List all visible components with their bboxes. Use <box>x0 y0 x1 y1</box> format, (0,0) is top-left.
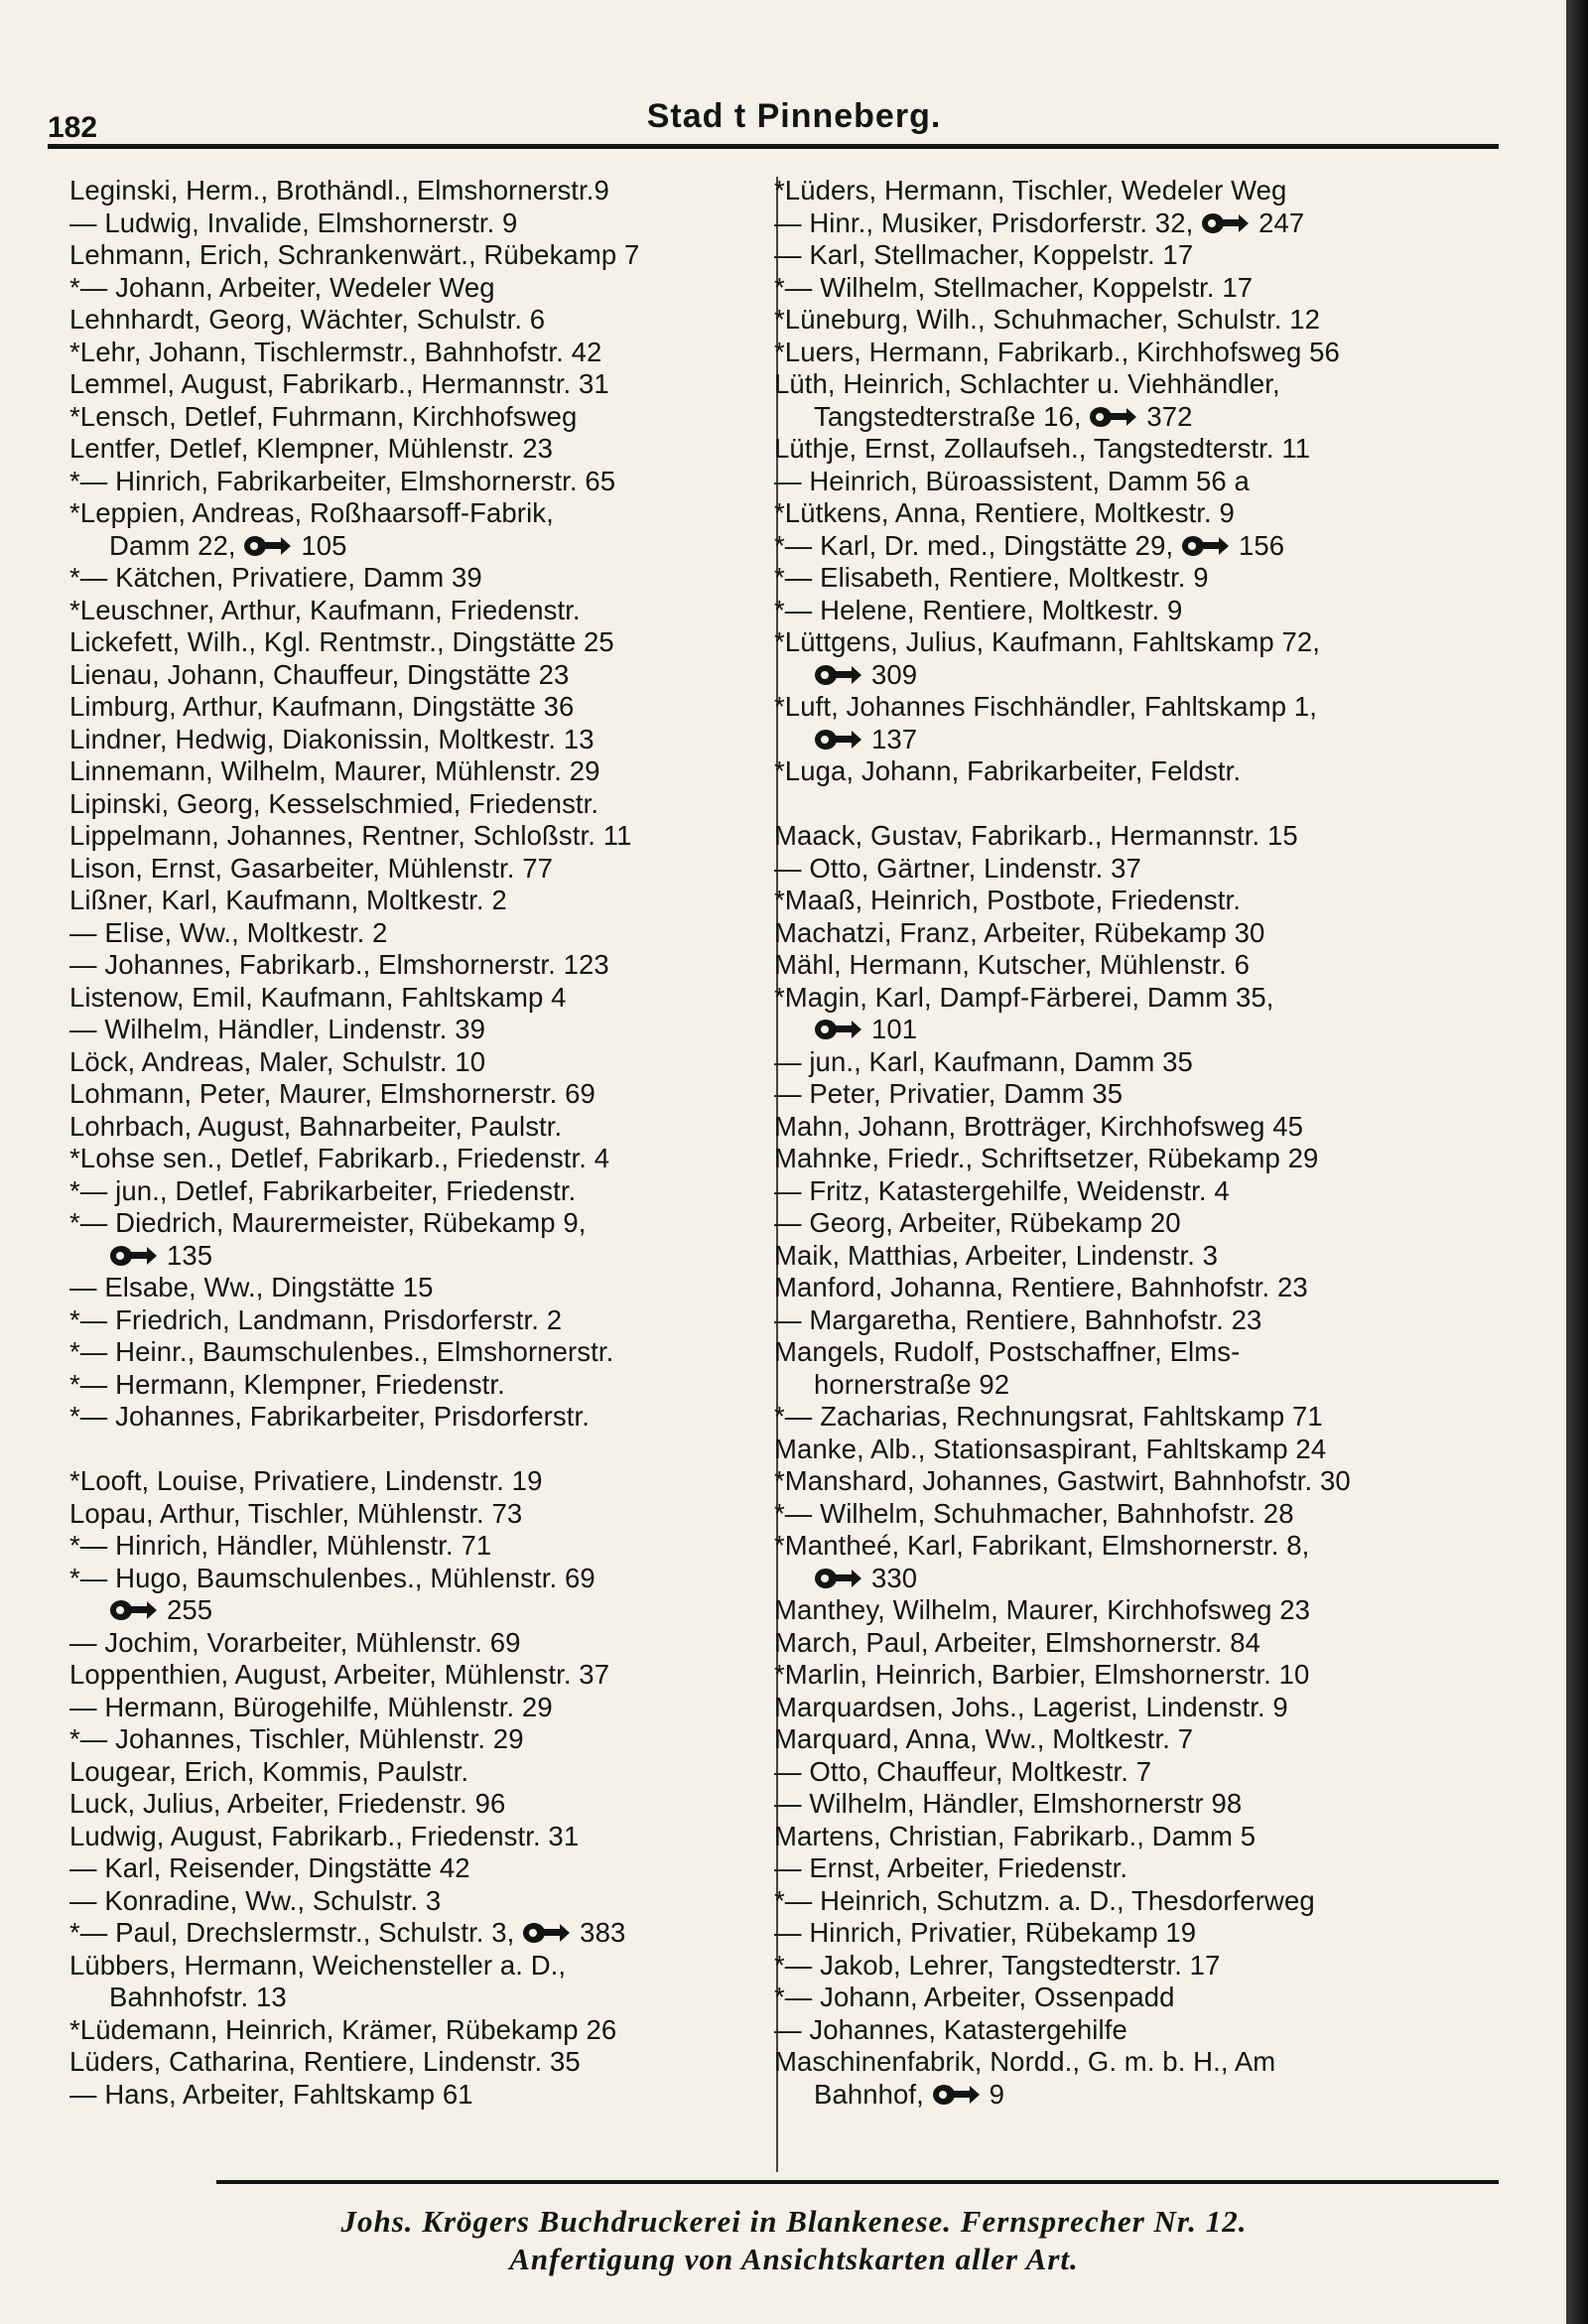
telephone-key-icon <box>932 2082 980 2108</box>
directory-entry <box>69 1788 782 1821</box>
entry-text: Martens, Christian, Fabrikarb., Damm 5 <box>774 1820 1257 1851</box>
directory-entry <box>774 1950 1509 1982</box>
entry-text: — Konradine, Ww., Schulstr. 3 <box>69 1884 442 1916</box>
directory-entry <box>774 917 1509 950</box>
entry-text: *Lehr, Johann, Tischlermstr., Bahnhofstr. 42 <box>69 336 602 367</box>
entry-text: Leginski, Herm., Brothändl., Elmshornerstr.9 <box>69 175 609 205</box>
directory-entry-phone <box>774 401 1509 434</box>
left-column <box>69 175 782 2111</box>
entry-text: — Hinr., Musiker, Prisdorferstr. 32, <box>774 206 1202 238</box>
directory-entry <box>69 1272 782 1304</box>
entry-text: *— Hinrich, Händler, Mühlenstr. 71 <box>69 1530 492 1561</box>
entry-text: *— Diedrich, Maurermeister, Rübekamp 9, <box>69 1207 587 1238</box>
directory-entry <box>69 724 782 756</box>
entry-text: *— Wilhelm, Stellmacher, Koppelstr. 17 <box>774 271 1254 303</box>
directory-entry <box>774 626 1509 659</box>
entry-text: *— Karl, Dr. med., Dingstätte 29, <box>774 529 1181 561</box>
entry-text: Lentfer, Detlef, Klempner, Mühlenstr. 23 <box>69 433 554 464</box>
directory-entry <box>774 368 1509 401</box>
entry-text: — Karl, Stellmacher, Koppelstr. 17 <box>774 239 1194 270</box>
directory-entry <box>69 1369 782 1402</box>
entry-text: Listenow, Emil, Kaufmann, Fahltskamp 4 <box>69 981 567 1013</box>
directory-entry <box>774 239 1509 272</box>
entry-text: Lindner, Hedwig, Diakonissin, Moltkestr. 13 <box>69 723 595 754</box>
directory-entry <box>69 659 782 692</box>
phone-number: 247 <box>1258 206 1305 238</box>
entry-text: Mähl, Hermann, Kutscher, Mühlenstr. 6 <box>774 949 1251 980</box>
directory-entry <box>774 1272 1509 1304</box>
directory-entry <box>69 949 782 982</box>
telephone-key-icon <box>109 1597 157 1623</box>
entry-text: Lehmann, Erich, Schrankenwärt., Rübekamp 7 <box>69 239 640 270</box>
directory-entry <box>69 1014 782 1046</box>
directory-entry <box>69 497 782 530</box>
right-column <box>774 175 1509 2111</box>
directory-entry <box>774 433 1509 466</box>
directory-entry <box>69 1498 782 1531</box>
entry-text: — Johannes, Fabrikarb., Elmshornerstr. 123 <box>69 949 609 980</box>
entry-text: Mahnke, Friedr., Schriftsetzer, Rübekamp 29 <box>774 1143 1319 1173</box>
directory-entry <box>69 1756 782 1789</box>
directory-entry <box>69 1723 782 1756</box>
telephone-key-icon <box>814 662 861 688</box>
entry-text: *— Elisabeth, Rentiere, Moltkestr. 9 <box>774 562 1209 593</box>
directory-entry <box>69 1143 782 1175</box>
footer-advert-line: Anfertigung von Ansichtskarten aller Art. <box>509 2242 1079 2276</box>
entry-text: Lickefett, Wilh., Kgl. Rentmstr., Dingstätte 25 <box>69 626 614 657</box>
directory-entry <box>774 820 1509 853</box>
directory-entry <box>774 949 1509 982</box>
telephone-key-icon <box>814 1566 861 1591</box>
entry-text: Bahnhofstr. 13 <box>109 1982 287 2012</box>
directory-entry <box>774 1207 1509 1240</box>
directory-entry <box>69 175 782 207</box>
directory-entry <box>69 1046 782 1079</box>
entry-text: *Looft, Louise, Privatiere, Lindenstr. 19 <box>69 1465 543 1496</box>
entry-text: Löck, Andreas, Maler, Schulstr. 10 <box>69 1045 486 1077</box>
entry-text: *— Hugo, Baumschulenbes., Mühlenstr. 69 <box>69 1562 596 1593</box>
entry-text: — Jochim, Vorarbeiter, Mühlenstr. 69 <box>69 1626 521 1658</box>
directory-entry <box>69 1336 782 1369</box>
directory-entry <box>774 175 1509 207</box>
directory-entry <box>69 1852 782 1885</box>
directory-entry <box>774 1692 1509 1724</box>
entry-text: Manthey, Wilhelm, Maurer, Kirchhofsweg 23 <box>774 1594 1311 1625</box>
entry-text: — Peter, Privatier, Damm 35 <box>774 1078 1124 1109</box>
entry-text: Lüders, Catharina, Rentiere, Lindenstr. 35 <box>69 2046 581 2077</box>
directory-entry <box>69 337 782 369</box>
directory-entry <box>69 820 782 853</box>
directory-entry <box>774 885 1509 917</box>
section-gap <box>69 1434 782 1466</box>
entry-text: *— Johann, Arbeiter, Ossenpadd <box>774 1982 1175 2012</box>
entry-text: Manke, Alb., Stationsaspirant, Fahltskamp 24 <box>774 1433 1327 1464</box>
phone-number: 9 <box>989 2078 1005 2110</box>
telephone-key-icon <box>1181 533 1229 559</box>
entry-text: *Lüders, Hermann, Tischler, Wedeler Weg <box>774 175 1287 205</box>
entry-text: — Hinrich, Privatier, Rübekamp 19 <box>774 1917 1197 1948</box>
directory-entry <box>69 626 782 659</box>
directory-entry <box>774 691 1509 724</box>
entry-text: *Manshard, Johannes, Gastwirt, Bahnhofstr. 30 <box>774 1465 1351 1496</box>
directory-entry <box>774 1852 1509 1885</box>
directory-entry <box>774 1143 1509 1175</box>
entry-text: *Luga, Johann, Fabrikarbeiter, Feldstr. <box>774 755 1242 786</box>
phone-number: 372 <box>1146 400 1193 432</box>
entry-text: Lienau, Johann, Chauffeur, Dingstätte 23 <box>69 658 570 690</box>
entry-text: Lohrbach, August, Bahnarbeiter, Paulstr. <box>69 1110 563 1142</box>
entry-text: Maschinenfabrik, Nordd., G. m. b. H., Am <box>774 2046 1276 2077</box>
directory-entry <box>774 1530 1509 1563</box>
directory-entry <box>69 1659 782 1692</box>
directory-entry <box>69 1982 782 2014</box>
section-gap <box>774 788 1509 821</box>
directory-entry-phone <box>69 1240 782 1273</box>
directory-entry <box>774 2014 1509 2047</box>
directory-entry <box>774 1078 1509 1111</box>
telephone-key-icon <box>1089 404 1136 430</box>
directory-entry <box>774 1982 1509 2014</box>
directory-entry <box>774 595 1509 627</box>
entry-text: — Heinrich, Büroassistent, Damm 56 a <box>774 465 1250 496</box>
directory-entry <box>774 1821 1509 1853</box>
telephone-key-icon <box>522 1920 570 1946</box>
directory-entry <box>774 1594 1509 1627</box>
entry-text: — Wilhelm, Händler, Lindenstr. 39 <box>69 1014 486 1044</box>
directory-entry-phone <box>774 2079 1509 2112</box>
entry-text: *Luft, Johannes Fischhändler, Fahltskamp 1, <box>774 691 1317 722</box>
entry-text: Lipinski, Georg, Kesselschmied, Friedenstr. <box>69 787 599 819</box>
entry-text: Lemmel, August, Fabrikarb., Hermannstr. 31 <box>69 368 609 399</box>
entry-text: — Elsabe, Ww., Dingstätte 15 <box>69 1272 434 1302</box>
phone-number: 383 <box>580 1917 626 1948</box>
directory-entry-phone <box>774 659 1509 692</box>
directory-entry-phone <box>774 207 1509 240</box>
entry-text: hornerstraße 92 <box>814 1368 1010 1400</box>
directory-entry <box>69 1692 782 1724</box>
entry-text: Maik, Matthias, Arbeiter, Lindenstr. 3 <box>774 1239 1219 1271</box>
entry-text: Maack, Gustav, Fabrikarb., Hermannstr. 15 <box>774 820 1298 851</box>
directory-entry <box>774 1885 1509 1918</box>
directory-entry <box>774 1401 1509 1434</box>
entry-text: Manford, Johanna, Rentiere, Bahnhofstr. 23 <box>774 1272 1308 1302</box>
directory-entry <box>774 853 1509 886</box>
directory-entry <box>69 466 782 498</box>
phone-number: 309 <box>871 658 918 690</box>
entry-text: Lopau, Arthur, Tischler, Mühlenstr. 73 <box>69 1497 523 1529</box>
entry-text: *— Hinrich, Fabrikarbeiter, Elmshornerstr. 65 <box>69 465 616 496</box>
directory-entry <box>69 1401 782 1434</box>
directory-entry <box>69 853 782 886</box>
entry-text: *— Johann, Arbeiter, Wedeler Weg <box>69 271 495 303</box>
entry-text: *— Zacharias, Rechnungsrat, Fahltskamp 71 <box>774 1401 1323 1432</box>
directory-entry <box>69 1950 782 1982</box>
entry-text: Marquardsen, Johs., Lagerist, Lindenstr. 9 <box>774 1691 1288 1722</box>
entry-text: — Otto, Chauffeur, Moltkestr. 7 <box>774 1755 1152 1787</box>
entry-text: *— Johannes, Fabrikarbeiter, Prisdorferstr. <box>69 1401 590 1432</box>
entry-text: Bahnhof, <box>814 2078 932 2110</box>
entry-text: — Karl, Reisender, Dingstätte 42 <box>69 1852 470 1883</box>
entry-text: Linnemann, Wilhelm, Maurer, Mühlenstr. 29 <box>69 755 600 786</box>
entry-text: Luck, Julius, Arbeiter, Friedenstr. 96 <box>69 1788 506 1819</box>
footer-rule <box>216 2180 1499 2184</box>
directory-entry <box>69 1175 782 1208</box>
phone-number: 101 <box>871 1014 918 1044</box>
entry-text: Lohmann, Peter, Maurer, Elmshornerstr. 69 <box>69 1078 596 1109</box>
directory-entry <box>774 1788 1509 1821</box>
directory-entry-phone <box>69 530 782 563</box>
entry-text: *Magin, Karl, Dampf-Färberei, Damm 35, <box>774 981 1274 1013</box>
phone-number: 255 <box>167 1594 213 1625</box>
directory-entry <box>69 691 782 724</box>
directory-entry <box>774 1336 1509 1369</box>
entry-text: *Leppien, Andreas, Roßhaarsoff-Fabrik, <box>69 497 554 528</box>
entry-text: *— Heinrich, Schutzm. a. D., Thesdorferweg <box>774 1884 1315 1916</box>
directory-entry <box>774 1723 1509 1756</box>
entry-text: Lüthje, Ernst, Zollaufseh., Tangstedterstr. 11 <box>774 433 1311 464</box>
directory-entry <box>69 1111 782 1144</box>
directory-entry <box>774 1498 1509 1531</box>
directory-entry <box>774 982 1509 1015</box>
entry-text: *Mantheé, Karl, Fabrikant, Elmshornerstr. 8, <box>774 1530 1310 1561</box>
entry-text: — Wilhelm, Händler, Elmshornerstr 98 <box>774 1788 1243 1819</box>
directory-entry <box>774 755 1509 788</box>
directory-entry <box>69 755 782 788</box>
directory-entry <box>69 304 782 337</box>
entry-text: Machatzi, Franz, Arbeiter, Rübekamp 30 <box>774 916 1265 948</box>
entry-text: *— Friedrich, Landmann, Prisdorferstr. 2 <box>69 1303 563 1335</box>
directory-entry-phone <box>69 1917 782 1950</box>
entry-text: *— Kätchen, Privatiere, Damm 39 <box>69 562 482 593</box>
entry-text: *Luers, Hermann, Fabrikarb., Kirchhofsweg 56 <box>774 336 1340 367</box>
directory-entry <box>69 1207 782 1240</box>
page-number: 182 <box>48 111 98 144</box>
directory-entry <box>774 337 1509 369</box>
directory-entry <box>774 1046 1509 1079</box>
directory-entry <box>774 1240 1509 1273</box>
directory-entry <box>774 466 1509 498</box>
directory-entry <box>69 1304 782 1337</box>
phone-number: 137 <box>871 723 918 754</box>
directory-entry <box>774 1369 1509 1402</box>
entry-text: *Lohse sen., Detlef, Fabrikarb., Friedenstr. 4 <box>69 1143 610 1173</box>
directory-entry <box>69 885 782 917</box>
directory-entry <box>69 788 782 821</box>
entry-text: Lougear, Erich, Kommis, Paulstr. <box>69 1755 469 1787</box>
entry-text: *— Hermann, Klempner, Friedenstr. <box>69 1368 505 1400</box>
entry-text: Lißner, Karl, Kaufmann, Moltkestr. 2 <box>69 885 507 915</box>
telephone-key-icon <box>243 533 291 559</box>
entry-text: Lison, Ernst, Gasarbeiter, Mühlenstr. 77 <box>69 852 554 884</box>
directory-entry <box>69 368 782 401</box>
directory-entry <box>69 433 782 466</box>
directory-entry <box>774 272 1509 305</box>
entry-text: Loppenthien, August, Arbeiter, Mühlenstr. 37 <box>69 1659 610 1690</box>
directory-entry <box>774 2046 1509 2079</box>
directory-entry <box>69 562 782 595</box>
entry-text: *— Wilhelm, Schuhmacher, Bahnhofstr. 28 <box>774 1497 1294 1529</box>
entry-text: *Lüneburg, Wilh., Schuhmacher, Schulstr. 12 <box>774 304 1321 335</box>
entry-text: — Elise, Ww., Moltkestr. 2 <box>69 916 388 948</box>
entry-text: *— Johannes, Tischler, Mühlenstr. 29 <box>69 1723 524 1754</box>
directory-entry <box>69 239 782 272</box>
entry-text: Lehnhardt, Georg, Wächter, Schulstr. 6 <box>69 304 546 335</box>
telephone-key-icon <box>814 727 861 752</box>
entry-text: — Ludwig, Invalide, Elmshornerstr. 9 <box>69 206 518 238</box>
entry-text: — Hans, Arbeiter, Fahltskamp 61 <box>69 2078 473 2110</box>
entry-text: *Maaß, Heinrich, Postbote, Friedenstr. <box>774 885 1241 915</box>
entry-text: *— Jakob, Lehrer, Tangstedterstr. 17 <box>774 1949 1221 1981</box>
directory-entry-phone <box>774 724 1509 756</box>
entry-text: *— Helene, Rentiere, Moltkestr. 9 <box>774 594 1183 625</box>
directory-entry <box>774 497 1509 530</box>
directory-entry-phone <box>774 1563 1509 1595</box>
directory-entry <box>774 304 1509 337</box>
entry-text: March, Paul, Arbeiter, Elmshornerstr. 84 <box>774 1626 1261 1658</box>
entry-text: Lübbers, Hermann, Weichensteller a. D., <box>69 1949 567 1981</box>
footer-printer-line: Johs. Krögers Buchdruckerei in Blankenese. Fernsprecher Nr. 12. <box>340 2204 1248 2239</box>
entry-text: *Marlin, Heinrich, Barbier, Elmshornerstr. 10 <box>774 1659 1310 1690</box>
directory-entry <box>69 982 782 1015</box>
directory-entry <box>69 1627 782 1660</box>
directory-entry <box>69 917 782 950</box>
phone-number: 135 <box>167 1239 213 1271</box>
directory-entry <box>774 1756 1509 1789</box>
directory-entry <box>69 207 782 240</box>
entry-text: Limburg, Arthur, Kaufmann, Dingstätte 36 <box>69 691 575 722</box>
directory-entry <box>69 272 782 305</box>
directory-entry <box>774 1175 1509 1208</box>
entry-text: *— jun., Detlef, Fabrikarbeiter, Friedenstr. <box>69 1174 577 1206</box>
entry-text: *Lütkens, Anna, Rentiere, Moltkestr. 9 <box>774 497 1235 528</box>
entry-text: Lippelmann, Johannes, Rentner, Schloßstr. 11 <box>69 820 632 851</box>
entry-text: Damm 22, <box>109 529 244 561</box>
entry-text: Lüth, Heinrich, Schlachter u. Viehhändler, <box>774 368 1280 399</box>
telephone-key-icon <box>814 1017 861 1042</box>
entry-text: *Lüttgens, Julius, Kaufmann, Fahltskamp 72, <box>774 626 1321 657</box>
entry-text: *Lüdemann, Heinrich, Krämer, Rübekamp 26 <box>69 2013 617 2045</box>
directory-entry <box>69 2014 782 2047</box>
entry-text: — Ernst, Arbeiter, Friedenstr. <box>774 1852 1128 1883</box>
entry-text: Ludwig, August, Fabrikarb., Friedenstr. 31 <box>69 1820 580 1851</box>
entry-text: — jun., Karl, Kaufmann, Damm 35 <box>774 1045 1193 1077</box>
directory-entry <box>774 562 1509 595</box>
telephone-key-icon <box>109 1243 157 1269</box>
phone-number: 330 <box>871 1562 918 1593</box>
directory-entry <box>774 1917 1509 1950</box>
telephone-key-icon <box>1201 210 1249 236</box>
directory-entry <box>774 1304 1509 1337</box>
entry-text: *— Paul, Drechslermstr., Schulstr. 3, <box>69 1917 523 1948</box>
phone-number: 105 <box>301 529 347 561</box>
directory-entry-phone <box>774 1014 1509 1046</box>
directory-entry <box>774 1659 1509 1692</box>
directory-entry <box>69 1885 782 1918</box>
entry-text: — Hermann, Bürogehilfe, Mühlenstr. 29 <box>69 1691 553 1722</box>
entry-text: Tangstedterstraße 16, <box>814 400 1090 432</box>
directory-entry <box>69 1821 782 1853</box>
directory-entry <box>69 401 782 434</box>
entry-text: *Lensch, Detlef, Fuhrmann, Kirchhofsweg <box>69 400 578 432</box>
directory-entry <box>69 1465 782 1498</box>
directory-entry-phone <box>69 1594 782 1627</box>
entry-text: — Margaretha, Rentiere, Bahnhofstr. 23 <box>774 1303 1262 1335</box>
directory-entry <box>774 1627 1509 1660</box>
directory-entry-phone <box>774 530 1509 563</box>
entry-text: — Johannes, Katastergehilfe <box>774 2013 1127 2045</box>
directory-entry <box>774 1465 1509 1498</box>
entry-text: — Fritz, Katastergehilfe, Weidenstr. 4 <box>774 1174 1230 1206</box>
directory-entry <box>69 1530 782 1563</box>
directory-entry <box>69 595 782 627</box>
header-rule <box>48 144 1499 149</box>
entry-text: Mahn, Johann, Brotträger, Kirchhofsweg 45 <box>774 1110 1304 1142</box>
entry-text: Marquard, Anna, Ww., Moltkestr. 7 <box>774 1723 1194 1754</box>
phone-number: 156 <box>1238 529 1285 561</box>
directory-entry <box>69 1078 782 1111</box>
directory-entry <box>69 1563 782 1595</box>
page-edge-shadow <box>1566 0 1588 2324</box>
page-title: Stad t Pinneberg. <box>646 97 942 135</box>
directory-entry <box>69 2079 782 2112</box>
directory-entry <box>69 2046 782 2079</box>
entry-text: *— Heinr., Baumschulenbes., Elmshornerstr. <box>69 1336 614 1367</box>
entry-text: *Leuschner, Arthur, Kaufmann, Friedenstr. <box>69 594 581 625</box>
directory-entry <box>774 1434 1509 1466</box>
entry-text: — Otto, Gärtner, Lindenstr. 37 <box>774 852 1141 884</box>
entry-text: — Georg, Arbeiter, Rübekamp 20 <box>774 1207 1181 1238</box>
directory-entry <box>774 1111 1509 1144</box>
entry-text: Mangels, Rudolf, Postschaffner, Elms- <box>774 1336 1241 1367</box>
